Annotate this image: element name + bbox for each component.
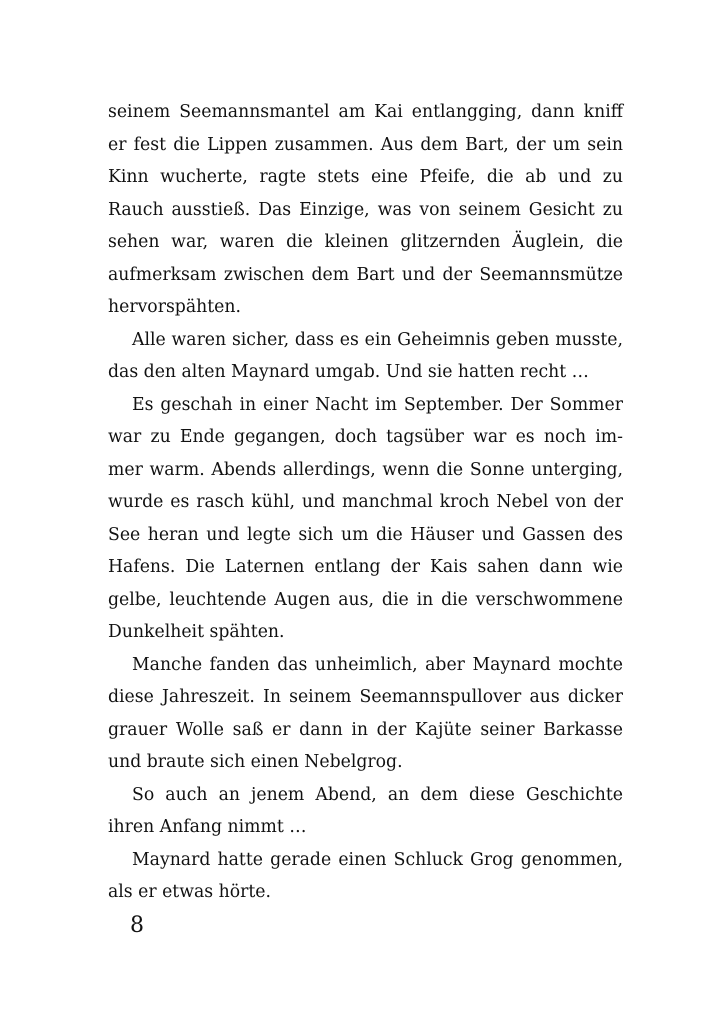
text-line: Dunkelheit spähten.: [108, 622, 285, 642]
text-line: seinem Seemannsmantel am Kai entlangging, dann kniff: [108, 102, 623, 122]
text-line: er fest die Lippen zusammen. Aus dem Bart, der um sein: [108, 134, 623, 155]
text-line: See heran und legte sich um die Häuser und Gassen des: [108, 524, 623, 545]
body-text: [108, 96, 623, 909]
text-line: das den alten Maynard umgab. Und sie hatten recht …: [108, 362, 589, 382]
text-line: wurde es rasch kühl, und manchmal kroch Nebel von der: [108, 492, 623, 512]
text-line: gelbe, leuchtende Augen aus, die in die verschwommene: [108, 589, 623, 610]
text-line: Manche fanden das unheimlich, aber Maynard mochte: [132, 654, 623, 675]
text-line: aufmerksam zwischen dem Bart und der Seemannsmütze: [108, 264, 623, 285]
page-number: 8: [130, 913, 144, 938]
text-line: hervorspähten.: [108, 297, 241, 317]
text-line: Rauch ausstieß. Das Einzige, was von seinem Gesicht zu: [108, 199, 623, 220]
text-line: Kinn wucherte, ragte stets eine Pfeife, die ab und zu: [108, 167, 623, 187]
text-line: Alle waren sicher, dass es ein Geheimnis geben musste,: [132, 329, 623, 350]
text-line: war zu Ende gegangen, doch tagsüber war es noch im-: [108, 427, 623, 447]
text-line: So auch an jenem Abend, an dem diese Geschichte: [132, 784, 623, 805]
text-line: diese Jahreszeit. In seinem Seemannspullover aus dicker: [108, 687, 623, 707]
text-line: sehen war, waren die kleinen glitzernden Äuglein, die: [108, 232, 623, 252]
text-line: als er etwas hörte.: [108, 882, 271, 902]
text-line: Es geschah in einer Nacht im September. Der Sommer: [132, 394, 623, 415]
text-line: Maynard hatte gerade einen Schluck Grog genommen,: [132, 849, 623, 870]
text-line: und braute sich einen Nebelgrog.: [108, 752, 403, 772]
text-line: ihren Anfang nimmt …: [108, 817, 307, 837]
text-line: grauer Wolle saß er dann in der Kajüte seiner Barkasse: [108, 719, 623, 740]
text-line: mer warm. Abends allerdings, wenn die Sonne unterging,: [108, 459, 623, 480]
text-line: Hafens. Die Laternen entlang der Kais sahen dann wie: [108, 557, 623, 577]
